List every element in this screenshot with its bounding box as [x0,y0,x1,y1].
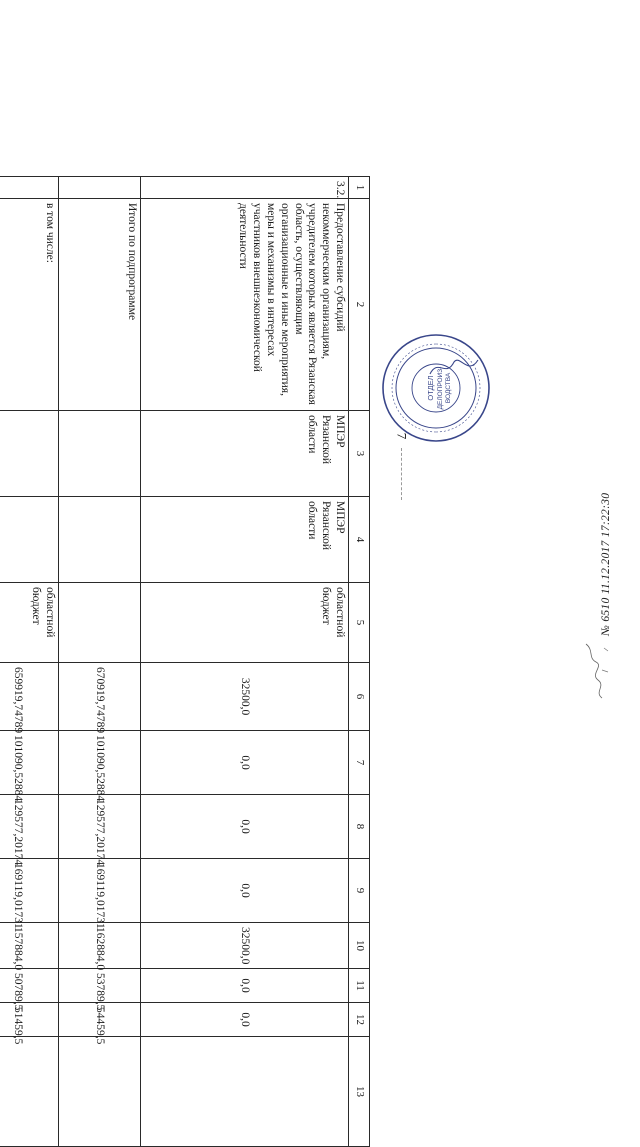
header-cell: 8 [349,795,370,859]
svg-text:ДЕЛОПРОИЗ-: ДЕЛОПРОИЗ- [437,366,444,410]
header-cell: 3 [349,411,370,497]
value-2016: 0,0 [141,795,349,859]
recipient [59,497,141,583]
value-2016: 129577,20174 [59,795,141,859]
document-sheet [0,176,370,1097]
value-2015: 101090,52884 [59,731,141,795]
measure-name: в том числе: [0,199,59,411]
table-row [0,177,59,1147]
total-value: 32500,0 [141,663,349,731]
value-2019: 0,0 [141,969,349,1003]
value-2020: 51459,5 [0,1003,59,1037]
value-2018: 162884,0 [59,923,141,969]
measure-name: Итого по подпрограмме [59,199,141,411]
recipient [0,497,59,583]
page-number: 7 [394,432,410,440]
value-2017: 0,0 [141,859,349,923]
page-number-divider [401,448,403,500]
value-2019: 53789,5 [59,969,141,1003]
header-cell: 1 [349,177,370,199]
row-number [59,177,141,199]
value-2018: 32500,0 [141,923,349,969]
value-2017: 169119,01731 [59,859,141,923]
table-row [141,177,349,1147]
header-cell: 7 [349,731,370,795]
expected-result [0,1037,59,1147]
program-table [0,176,370,1147]
registration-stamp: № 6510 11.12.2017 17:22:30 [600,492,612,636]
total-value: 670919,74789 [59,663,141,731]
total-value: 659919,74789 [0,663,59,731]
funding-source: областной бюджет [0,583,59,663]
recipient: МПЭР Рязанской области [141,497,349,583]
header-cell: 5 [349,583,370,663]
executor: МПЭР Рязанской области [141,411,349,497]
expected-result [141,1037,349,1147]
value-2015: 101090,52884 [0,731,59,795]
stamp-outer-ring [383,335,489,441]
signature-scribble [426,352,486,382]
header-row [349,177,370,1147]
value-2015: 0,0 [141,731,349,795]
value-2020: 54459,5 [59,1003,141,1037]
header-cell: 9 [349,859,370,923]
row-number: 3.2. [141,177,349,199]
value-2016: 129577,20174 [0,795,59,859]
value-2017: 169119,01731 [0,859,59,923]
header-cell: 13 [349,1037,370,1147]
value-2020: 0,0 [141,1003,349,1037]
svg-text:ВОДСТВА: ВОДСТВА [445,372,452,404]
header-cell: 11 [349,969,370,1003]
header-cell: 4 [349,497,370,583]
expected-result [59,1037,141,1147]
header-cell: 10 [349,923,370,969]
executor [59,411,141,497]
value-2018: 157884,0 [0,923,59,969]
table-row [59,177,141,1147]
official-stamp [380,332,492,444]
executor [0,411,59,497]
funding-source: областной бюджет [141,583,349,663]
header-cell: 2 [349,199,370,411]
funding-source [59,583,141,663]
svg-text:ОТДЕЛ: ОТДЕЛ [426,375,435,401]
handwritten-mark [580,640,614,702]
header-cell: 12 [349,1003,370,1037]
header-cell: 6 [349,663,370,731]
measure-name: Предоставление субсидий некоммерческим организациям, учредителем которых является Рязанская область, осуществляющим организационные и иные мероприятия, меры и механизмы в интересах участников внешнеэкономической деятельности [141,199,349,411]
value-2019: 50789,5 [0,969,59,1003]
row-number [0,177,59,199]
